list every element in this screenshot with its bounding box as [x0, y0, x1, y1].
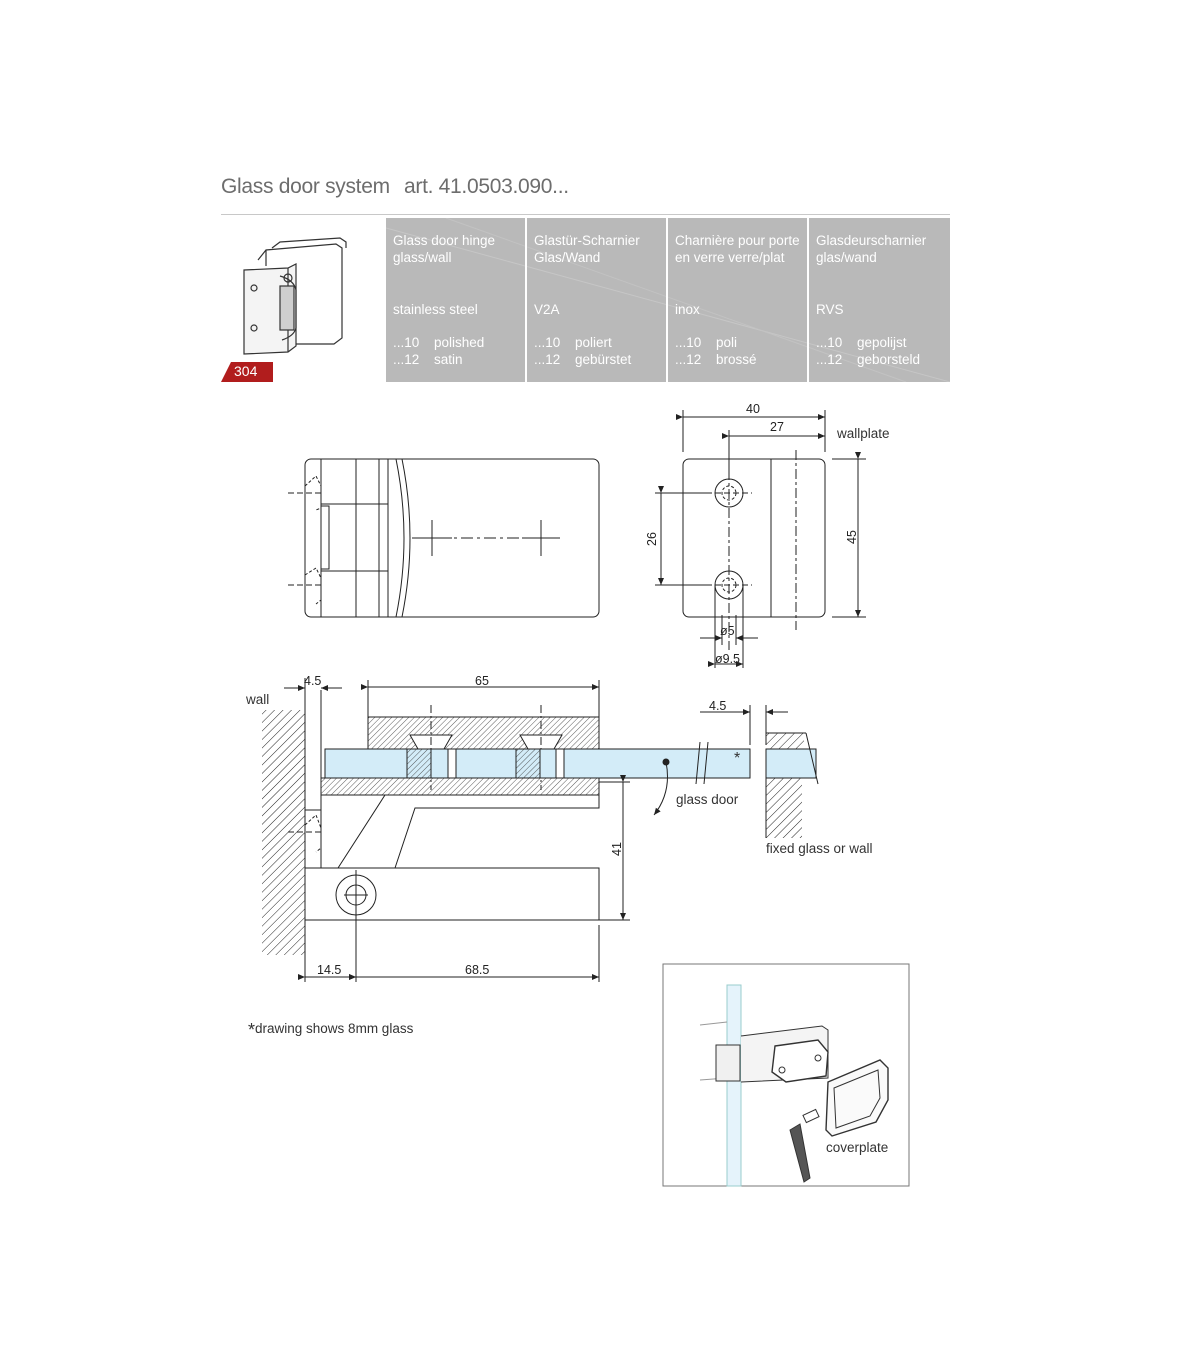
product-name: Glasdeurscharnier glas/wand: [816, 233, 927, 265]
label-wall: wall: [246, 692, 270, 707]
fixed-glass-pane: [766, 749, 816, 778]
variant-code: ...10: [675, 335, 702, 350]
product-name: Charnière pour porte en verre verre/plat: [675, 233, 800, 265]
product-name: Glass door hinge glass/wall: [393, 233, 496, 265]
variant-code: ...12: [816, 352, 843, 367]
variant-finish: brossé: [716, 352, 757, 367]
material: inox: [675, 302, 700, 317]
variant-code: ...10: [534, 335, 561, 350]
variant-finish: poliert: [575, 335, 612, 350]
dim-41: 41: [609, 842, 624, 856]
variant-finish: gepolijst: [857, 335, 907, 350]
dim-68-5: 68.5: [465, 963, 490, 977]
footnote-text: drawing shows 8mm glass: [255, 1021, 414, 1036]
dim-4-5-right: 4.5: [709, 699, 727, 713]
dim-hole-9-5: ø9.5: [715, 652, 741, 666]
variant-finish: geborsteld: [857, 352, 921, 367]
asterisk-mark: *: [734, 750, 741, 767]
variant-code: ...12: [534, 352, 561, 367]
material: V2A: [534, 302, 560, 317]
variant-finish: polished: [434, 335, 485, 350]
dim-4-5-left: 4.5: [304, 674, 322, 688]
label-fixed-glass: fixed glass or wall: [766, 841, 873, 856]
label-coverplate: coverplate: [826, 1140, 889, 1155]
page-number: 304: [234, 363, 258, 379]
dim-65: 65: [475, 674, 489, 688]
dim-45: 45: [844, 530, 859, 544]
label-glass-door: glass door: [676, 792, 739, 807]
variant-finish: poli: [716, 335, 738, 350]
section-view: [262, 678, 599, 955]
page-title: Glass door system: [221, 175, 390, 198]
label-wallplate: wallplate: [837, 426, 890, 441]
dim-hole-5: ø5: [720, 624, 735, 638]
article-number: art. 41.0503.090...: [404, 175, 569, 198]
dim-14-5: 14.5: [317, 963, 342, 977]
variant-finish: gebürstet: [575, 352, 632, 367]
wallplate-view: [655, 410, 866, 668]
material: RVS: [816, 302, 844, 317]
dim-40: 40: [746, 402, 760, 416]
drawing-footnote: [248, 1017, 413, 1038]
dim-26: 26: [644, 532, 659, 546]
variant-code: ...12: [393, 352, 420, 367]
footnote-asterisk: *: [248, 1020, 256, 1040]
variant-finish: satin: [434, 352, 463, 367]
product-name: Glastür-Scharnier Glas/Wand: [534, 233, 640, 265]
variant-code: ...10: [816, 335, 843, 350]
dim-27: 27: [770, 420, 784, 434]
top-view: [288, 459, 599, 617]
variant-code: ...12: [675, 352, 702, 367]
material: stainless steel: [393, 302, 478, 317]
variant-code: ...10: [393, 335, 420, 350]
